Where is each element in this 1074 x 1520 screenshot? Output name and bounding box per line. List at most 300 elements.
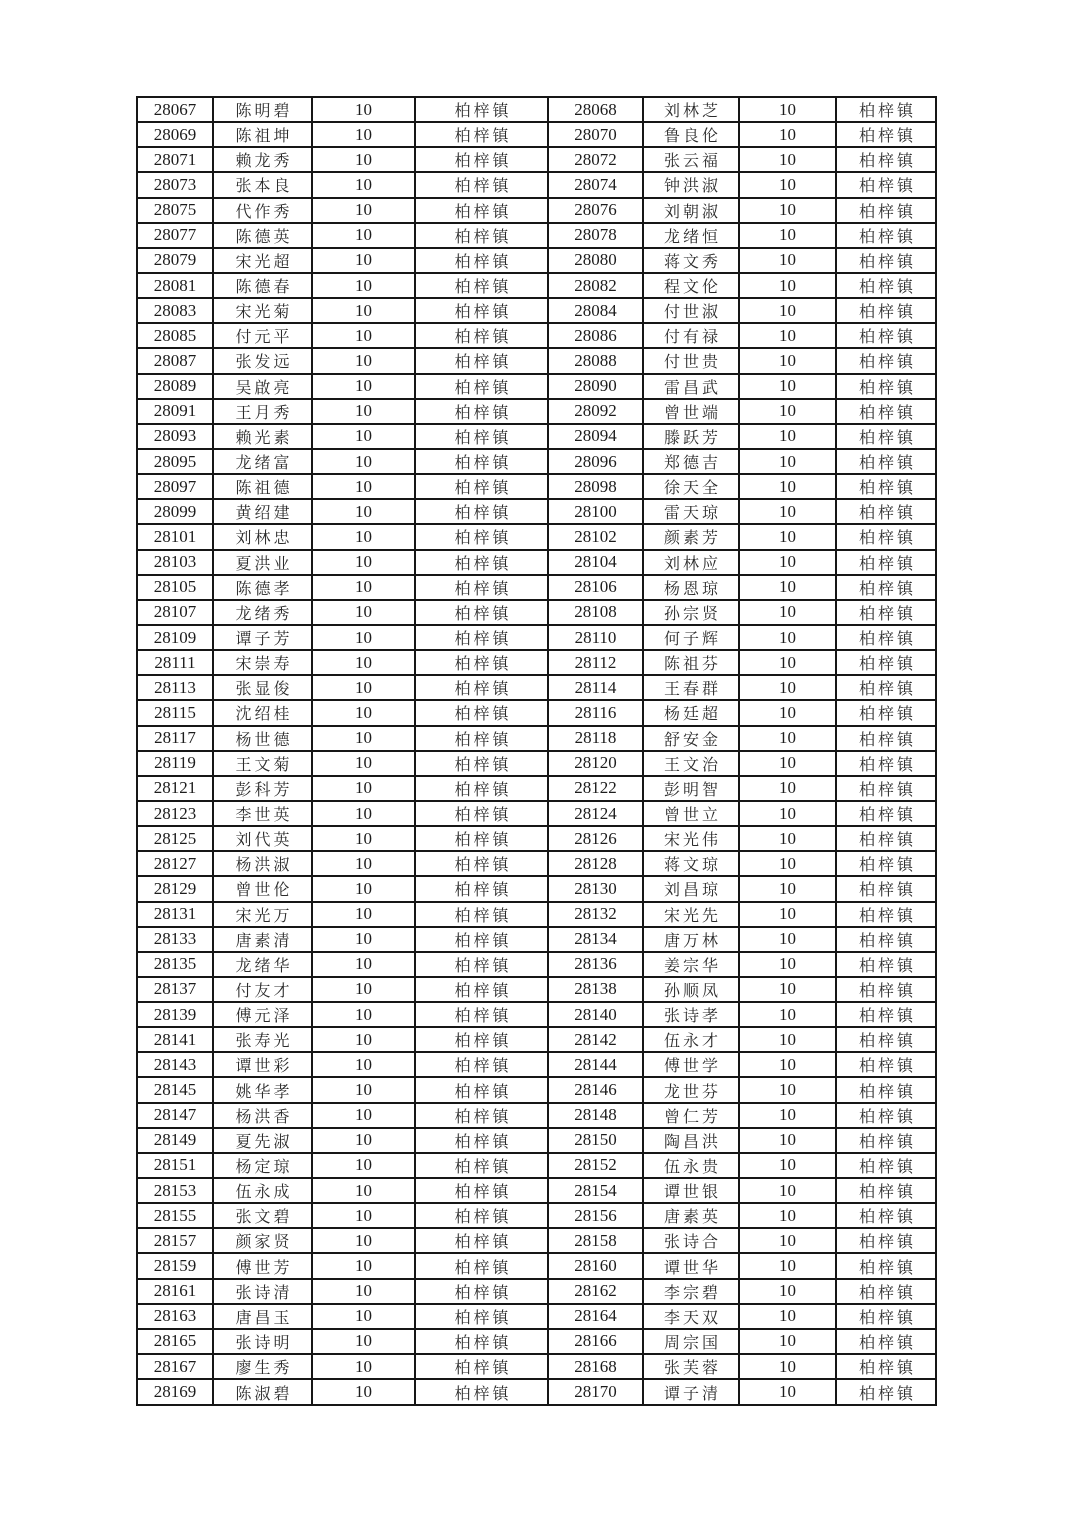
table-row [137,700,936,725]
amount-cell-left: 10 [312,147,415,172]
name-cell-left: 宋光超 [213,248,312,273]
table-row [137,1052,936,1077]
town-cell-right: 柏梓镇 [836,927,936,952]
table-row [137,273,936,298]
serial-cell-right: 28166 [548,1329,643,1354]
name-cell-left: 黄绍建 [213,499,312,524]
table-row [137,1178,936,1203]
amount-cell-left: 10 [312,1329,415,1354]
roster-table [136,96,937,1406]
town-cell-right: 柏梓镇 [836,675,936,700]
serial-cell-left: 28079 [137,248,213,273]
amount-cell-right: 10 [739,298,836,323]
serial-cell-left: 28137 [137,977,213,1002]
serial-cell-right: 28104 [548,550,643,575]
amount-cell-right: 10 [739,1153,836,1178]
name-cell-left: 张诗清 [213,1279,312,1304]
town-cell-right: 柏梓镇 [836,223,936,248]
town-cell-right: 柏梓镇 [836,801,936,826]
name-cell-right: 李天双 [643,1304,739,1329]
amount-cell-right: 10 [739,172,836,197]
amount-cell-right: 10 [739,1103,836,1128]
town-cell-right: 柏梓镇 [836,550,936,575]
name-cell-left: 刘代英 [213,826,312,851]
town-cell-right: 柏梓镇 [836,298,936,323]
amount-cell-right: 10 [739,1304,836,1329]
name-cell-left: 龙绪华 [213,952,312,977]
serial-cell-left: 28087 [137,348,213,373]
amount-cell-left: 10 [312,1203,415,1228]
amount-cell-right: 10 [739,1027,836,1052]
town-cell-left: 柏梓镇 [415,474,548,499]
table-row [137,826,936,851]
town-cell-left: 柏梓镇 [415,1128,548,1153]
town-cell-left: 柏梓镇 [415,851,548,876]
name-cell-left: 刘林忠 [213,524,312,549]
town-cell-right: 柏梓镇 [836,122,936,147]
amount-cell-right: 10 [739,776,836,801]
name-cell-left: 张文碧 [213,1203,312,1228]
amount-cell-left: 10 [312,1153,415,1178]
town-cell-left: 柏梓镇 [415,902,548,927]
amount-cell-right: 10 [739,1279,836,1304]
amount-cell-right: 10 [739,801,836,826]
serial-cell-left: 28141 [137,1027,213,1052]
name-cell-left: 唐素清 [213,927,312,952]
amount-cell-right: 10 [739,348,836,373]
serial-cell-left: 28135 [137,952,213,977]
name-cell-left: 沈绍桂 [213,700,312,725]
name-cell-left: 廖生秀 [213,1354,312,1379]
serial-cell-left: 28115 [137,700,213,725]
name-cell-right: 付有禄 [643,323,739,348]
serial-cell-right: 28170 [548,1379,643,1405]
serial-cell-right: 28094 [548,424,643,449]
serial-cell-left: 28139 [137,1002,213,1027]
name-cell-right: 滕跃芳 [643,424,739,449]
amount-cell-left: 10 [312,902,415,927]
serial-cell-right: 28140 [548,1002,643,1027]
serial-cell-right: 28092 [548,399,643,424]
amount-cell-left: 10 [312,1253,415,1278]
town-cell-right: 柏梓镇 [836,147,936,172]
table-row [137,751,936,776]
town-cell-right: 柏梓镇 [836,1203,936,1228]
serial-cell-right: 28078 [548,223,643,248]
town-cell-left: 柏梓镇 [415,1002,548,1027]
name-cell-left: 陈祖坤 [213,122,312,147]
town-cell-left: 柏梓镇 [415,1354,548,1379]
amount-cell-right: 10 [739,1228,836,1253]
name-cell-left: 杨定琼 [213,1153,312,1178]
name-cell-left: 姚华孝 [213,1077,312,1102]
amount-cell-left: 10 [312,198,415,223]
table-row [137,323,936,348]
town-cell-right: 柏梓镇 [836,851,936,876]
serial-cell-right: 28144 [548,1052,643,1077]
name-cell-left: 王文菊 [213,751,312,776]
name-cell-right: 鲁良伦 [643,122,739,147]
serial-cell-left: 28117 [137,726,213,751]
town-cell-right: 柏梓镇 [836,1103,936,1128]
amount-cell-right: 10 [739,499,836,524]
town-cell-right: 柏梓镇 [836,575,936,600]
table-row [137,1329,936,1354]
amount-cell-left: 10 [312,876,415,901]
amount-cell-right: 10 [739,851,836,876]
town-cell-right: 柏梓镇 [836,726,936,751]
name-cell-left: 颜家贤 [213,1228,312,1253]
town-cell-left: 柏梓镇 [415,1329,548,1354]
name-cell-right: 付世淑 [643,298,739,323]
amount-cell-left: 10 [312,726,415,751]
amount-cell-right: 10 [739,223,836,248]
name-cell-left: 张发远 [213,348,312,373]
name-cell-right: 刘昌琼 [643,876,739,901]
serial-cell-left: 28075 [137,198,213,223]
town-cell-right: 柏梓镇 [836,1379,936,1405]
town-cell-left: 柏梓镇 [415,1052,548,1077]
amount-cell-left: 10 [312,1354,415,1379]
serial-cell-left: 28145 [137,1077,213,1102]
amount-cell-left: 10 [312,122,415,147]
serial-cell-right: 28108 [548,600,643,625]
amount-cell-right: 10 [739,474,836,499]
town-cell-right: 柏梓镇 [836,650,936,675]
town-cell-left: 柏梓镇 [415,575,548,600]
town-cell-left: 柏梓镇 [415,198,548,223]
amount-cell-left: 10 [312,1228,415,1253]
name-cell-left: 付元平 [213,323,312,348]
amount-cell-right: 10 [739,97,836,122]
name-cell-right: 孙顺凤 [643,977,739,1002]
amount-cell-left: 10 [312,248,415,273]
serial-cell-left: 28147 [137,1103,213,1128]
table-row [137,97,936,122]
table-row [137,675,936,700]
amount-cell-right: 10 [739,248,836,273]
serial-cell-right: 28130 [548,876,643,901]
name-cell-right: 雷天琼 [643,499,739,524]
name-cell-right: 王春群 [643,675,739,700]
name-cell-right: 张芙蓉 [643,1354,739,1379]
amount-cell-right: 10 [739,323,836,348]
name-cell-left: 赖龙秀 [213,147,312,172]
town-cell-left: 柏梓镇 [415,625,548,650]
serial-cell-right: 28134 [548,927,643,952]
table-row [137,851,936,876]
serial-cell-left: 28107 [137,600,213,625]
serial-cell-right: 28132 [548,902,643,927]
serial-cell-right: 28148 [548,1103,643,1128]
table-row [137,550,936,575]
amount-cell-left: 10 [312,298,415,323]
serial-cell-left: 28071 [137,147,213,172]
name-cell-left: 夏洪业 [213,550,312,575]
town-cell-left: 柏梓镇 [415,147,548,172]
serial-cell-right: 28118 [548,726,643,751]
serial-cell-left: 28161 [137,1279,213,1304]
name-cell-left: 张本良 [213,172,312,197]
name-cell-left: 傅元泽 [213,1002,312,1027]
name-cell-left: 夏先淑 [213,1128,312,1153]
name-cell-right: 傅世学 [643,1052,739,1077]
town-cell-left: 柏梓镇 [415,776,548,801]
amount-cell-left: 10 [312,776,415,801]
name-cell-right: 陈祖芬 [643,650,739,675]
table-row [137,1203,936,1228]
amount-cell-left: 10 [312,374,415,399]
name-cell-right: 陶昌洪 [643,1128,739,1153]
amount-cell-left: 10 [312,474,415,499]
amount-cell-left: 10 [312,650,415,675]
serial-cell-right: 28156 [548,1203,643,1228]
town-cell-right: 柏梓镇 [836,1279,936,1304]
table-row [137,248,936,273]
name-cell-right: 刘林芝 [643,97,739,122]
town-cell-right: 柏梓镇 [836,1128,936,1153]
table-row [137,726,936,751]
table-row [137,499,936,524]
table-row [137,1077,936,1102]
name-cell-right: 蒋文琼 [643,851,739,876]
name-cell-left: 曾世伦 [213,876,312,901]
amount-cell-left: 10 [312,927,415,952]
table-row [137,1128,936,1153]
town-cell-right: 柏梓镇 [836,1027,936,1052]
serial-cell-right: 28088 [548,348,643,373]
serial-cell-left: 28129 [137,876,213,901]
amount-cell-right: 10 [739,122,836,147]
town-cell-left: 柏梓镇 [415,952,548,977]
table-row [137,1027,936,1052]
name-cell-right: 伍永贵 [643,1153,739,1178]
table-row [137,424,936,449]
amount-cell-left: 10 [312,826,415,851]
amount-cell-left: 10 [312,524,415,549]
serial-cell-right: 28102 [548,524,643,549]
table-row [137,1253,936,1278]
serial-cell-left: 28113 [137,675,213,700]
serial-cell-left: 28099 [137,499,213,524]
serial-cell-left: 28101 [137,524,213,549]
amount-cell-left: 10 [312,1002,415,1027]
town-cell-left: 柏梓镇 [415,1077,548,1102]
serial-cell-left: 28093 [137,424,213,449]
name-cell-right: 谭子清 [643,1379,739,1405]
town-cell-left: 柏梓镇 [415,550,548,575]
amount-cell-left: 10 [312,1379,415,1405]
table-row [137,1228,936,1253]
serial-cell-right: 28128 [548,851,643,876]
town-cell-left: 柏梓镇 [415,700,548,725]
table-row [137,223,936,248]
amount-cell-right: 10 [739,374,836,399]
table-row [137,977,936,1002]
amount-cell-left: 10 [312,399,415,424]
serial-cell-left: 28105 [137,575,213,600]
amount-cell-right: 10 [739,977,836,1002]
serial-cell-left: 28111 [137,650,213,675]
serial-cell-left: 28073 [137,172,213,197]
serial-cell-right: 28106 [548,575,643,600]
name-cell-left: 陈德英 [213,223,312,248]
amount-cell-left: 10 [312,801,415,826]
name-cell-right: 张云福 [643,147,739,172]
table-row [137,927,936,952]
town-cell-left: 柏梓镇 [415,1253,548,1278]
amount-cell-right: 10 [739,1077,836,1102]
table-row [137,600,936,625]
amount-cell-left: 10 [312,273,415,298]
serial-cell-right: 28096 [548,449,643,474]
serial-cell-right: 28150 [548,1128,643,1153]
serial-cell-right: 28090 [548,374,643,399]
town-cell-right: 柏梓镇 [836,499,936,524]
name-cell-left: 杨洪淑 [213,851,312,876]
table-row [137,298,936,323]
name-cell-left: 伍永成 [213,1178,312,1203]
serial-cell-right: 28116 [548,700,643,725]
name-cell-right: 姜宗华 [643,952,739,977]
amount-cell-right: 10 [739,575,836,600]
serial-cell-right: 28074 [548,172,643,197]
amount-cell-left: 10 [312,172,415,197]
serial-cell-right: 28142 [548,1027,643,1052]
serial-cell-right: 28136 [548,952,643,977]
amount-cell-right: 10 [739,726,836,751]
serial-cell-left: 28109 [137,625,213,650]
table-row [137,625,936,650]
amount-cell-left: 10 [312,323,415,348]
serial-cell-right: 28168 [548,1354,643,1379]
name-cell-left: 宋崇寿 [213,650,312,675]
serial-cell-right: 28110 [548,625,643,650]
amount-cell-left: 10 [312,1027,415,1052]
town-cell-right: 柏梓镇 [836,902,936,927]
amount-cell-right: 10 [739,1052,836,1077]
town-cell-right: 柏梓镇 [836,198,936,223]
name-cell-left: 代作秀 [213,198,312,223]
amount-cell-left: 10 [312,424,415,449]
name-cell-right: 唐素英 [643,1203,739,1228]
town-cell-left: 柏梓镇 [415,323,548,348]
town-cell-right: 柏梓镇 [836,751,936,776]
name-cell-left: 吴啟亮 [213,374,312,399]
name-cell-right: 宋光先 [643,902,739,927]
name-cell-right: 程文伦 [643,273,739,298]
serial-cell-left: 28143 [137,1052,213,1077]
table-row [137,474,936,499]
town-cell-right: 柏梓镇 [836,1329,936,1354]
name-cell-right: 蒋文秀 [643,248,739,273]
town-cell-left: 柏梓镇 [415,801,548,826]
serial-cell-left: 28155 [137,1203,213,1228]
amount-cell-left: 10 [312,348,415,373]
name-cell-left: 陈淑碧 [213,1379,312,1405]
name-cell-left: 张显俊 [213,675,312,700]
serial-cell-right: 28122 [548,776,643,801]
town-cell-left: 柏梓镇 [415,1027,548,1052]
town-cell-left: 柏梓镇 [415,1103,548,1128]
amount-cell-left: 10 [312,1279,415,1304]
name-cell-right: 李宗碧 [643,1279,739,1304]
town-cell-left: 柏梓镇 [415,399,548,424]
amount-cell-right: 10 [739,147,836,172]
name-cell-left: 谭子芳 [213,625,312,650]
serial-cell-right: 28080 [548,248,643,273]
amount-cell-right: 10 [739,1002,836,1027]
table-row [137,122,936,147]
name-cell-left: 龙绪秀 [213,600,312,625]
town-cell-right: 柏梓镇 [836,1228,936,1253]
town-cell-right: 柏梓镇 [836,348,936,373]
serial-cell-right: 28112 [548,650,643,675]
serial-cell-left: 28153 [137,1178,213,1203]
town-cell-right: 柏梓镇 [836,776,936,801]
amount-cell-left: 10 [312,575,415,600]
town-cell-left: 柏梓镇 [415,1304,548,1329]
town-cell-right: 柏梓镇 [836,1304,936,1329]
town-cell-right: 柏梓镇 [836,97,936,122]
name-cell-left: 王月秀 [213,399,312,424]
serial-cell-left: 28103 [137,550,213,575]
serial-cell-right: 28124 [548,801,643,826]
amount-cell-left: 10 [312,1304,415,1329]
town-cell-right: 柏梓镇 [836,700,936,725]
name-cell-right: 龙世芬 [643,1077,739,1102]
amount-cell-right: 10 [739,1203,836,1228]
amount-cell-right: 10 [739,449,836,474]
table-row [137,902,936,927]
serial-cell-right: 28114 [548,675,643,700]
table-row [137,1002,936,1027]
serial-cell-right: 28082 [548,273,643,298]
town-cell-right: 柏梓镇 [836,449,936,474]
town-cell-left: 柏梓镇 [415,826,548,851]
amount-cell-left: 10 [312,1103,415,1128]
amount-cell-left: 10 [312,851,415,876]
town-cell-left: 柏梓镇 [415,348,548,373]
amount-cell-right: 10 [739,550,836,575]
name-cell-right: 何子辉 [643,625,739,650]
serial-cell-left: 28121 [137,776,213,801]
town-cell-left: 柏梓镇 [415,1153,548,1178]
town-cell-right: 柏梓镇 [836,399,936,424]
name-cell-right: 徐天全 [643,474,739,499]
amount-cell-right: 10 [739,273,836,298]
amount-cell-right: 10 [739,1354,836,1379]
name-cell-right: 张诗合 [643,1228,739,1253]
name-cell-right: 颜素芳 [643,524,739,549]
serial-cell-right: 28076 [548,198,643,223]
table-row [137,198,936,223]
town-cell-right: 柏梓镇 [836,1153,936,1178]
town-cell-right: 柏梓镇 [836,524,936,549]
name-cell-right: 龙绪恒 [643,223,739,248]
amount-cell-right: 10 [739,1379,836,1405]
town-cell-right: 柏梓镇 [836,424,936,449]
serial-cell-left: 28157 [137,1228,213,1253]
serial-cell-right: 28086 [548,323,643,348]
amount-cell-left: 10 [312,1052,415,1077]
amount-cell-left: 10 [312,223,415,248]
amount-cell-left: 10 [312,550,415,575]
name-cell-right: 钟洪淑 [643,172,739,197]
name-cell-right: 曾世立 [643,801,739,826]
serial-cell-right: 28162 [548,1279,643,1304]
town-cell-right: 柏梓镇 [836,1052,936,1077]
